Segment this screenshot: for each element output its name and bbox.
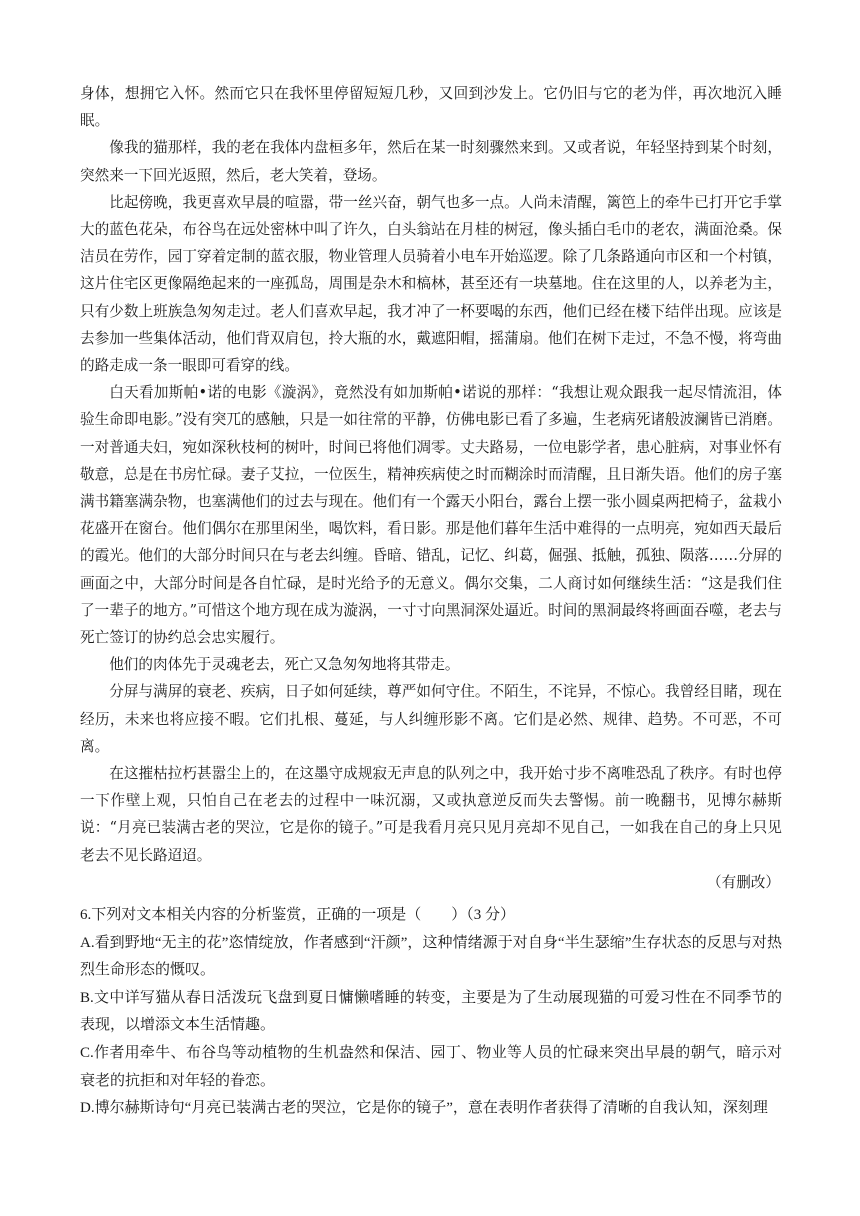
option-a: A.看到野地“无主的花”恣情绽放，作者感到“汗颜”，这种情绪源于对自身“半生瑟缩”生存状态的反思与对热烈生命形态的慨叹。 bbox=[80, 934, 782, 979]
essay-paragraph: 像我的猫那样，我的老在我体内盘桓多年，然后在某一时刻骤然来到。又或者说，年轻坚持到某个时刻，突然来一下回光返照，然后，老大笑着，登场。 bbox=[80, 139, 782, 184]
option-b: B.文中详写猫从春日活泼玩飞盘到夏日慵懒嗜睡的转变，主要是为了生动展现猫的可爱习性在不同季节的表现，以增添文本生活情趣。 bbox=[80, 989, 782, 1034]
essay-paragraph: 他们的肉体先于灵魂老去，死亡又急匆匆地将其带走。 bbox=[109, 656, 460, 674]
essay-text bbox=[80, 80, 782, 869]
source-note: （有删改） bbox=[707, 873, 780, 891]
essay-paragraph: 分屏与满屏的衰老、疾病，日子如何延续，尊严如何守住。不陌生，不诧异，不惊心。我曾经目睹，现在经历，未来也将应接不暇。它们扎根、蔓延，与人纠缠形影不离。它们是必然、规律、趋势。不可恶，不可离。 bbox=[80, 683, 782, 755]
essay-paragraph-continued: 身体，想拥它入怀。然而它只在我怀里停留短短几秒，又回到沙发上。它仍旧与它的老为伴，再次地沉入睡眠。 bbox=[80, 85, 782, 130]
essay-paragraph: 比起傍晚，我更喜欢早晨的喧嚣，带一丝兴奋，朝气也多一点。人尚未清醒，篱笆上的牵牛已打开它手掌大的蓝色花朵，布谷鸟在远处密林中叫了许久，白头翁站在月桂的树冠，像头插白毛巾的老农，满面沧桑。保洁员在劳作，园丁穿着定制的蓝衣服，物业管理人员骑着小电车开始巡逻。除了几条路通向市区和一个村镇，这片住宅区更像隔绝起来的一座孤岛，周围是杂木和槁林，甚至还有一块墓地。住在这里的人，以养老为主，只有少数上班族急匆匆走过。老人们喜欢早起，我才冲了一杯要喝的东西，他们已经在楼下结伴出现。应该是去参加一些集体活动，他们背双肩包，拎大瓶的水，戴遮阳帽，摇蒲扇。他们在树下走过，不急不慢，将弯曲的路走成一条一眼即可看穿的线。 bbox=[80, 193, 782, 375]
question-stem: 6.下列对文本相关内容的分析鉴赏，正确的一项是（ ）（3 分） bbox=[80, 907, 516, 924]
question-block bbox=[80, 902, 782, 1123]
option-c: C.作者用牵牛、布谷鸟等动植物的生机盎然和保洁、园丁、物业等人员的忙碌来突出早晨的朝气，暗示对衰老的抗拒和对年轻的眷恋。 bbox=[80, 1045, 782, 1089]
option-d: D.博尔赫斯诗句“月亮已装满古老的哭泣，它是你的镜子”，意在表明作者获得了清晰的自我认知，深刻理 bbox=[80, 1100, 768, 1117]
essay-paragraph: 在这摧枯拉朽甚嚣尘上的，在这墨守成规寂无声息的队列之中，我开始寸步不离唯恐乱了秩序。有时也停一下作壁上观，只怕自己在老去的过程中一味沉溺，又或执意逆反而失去警惕。前一晚翻书，见博尔赫斯说：“月亮已装满古老的哭泣，它是你的镜子。”可是我看月亮只见月亮却不见自己，一如我在自己的身上只见老去不见长路迢迢。 bbox=[80, 765, 782, 864]
essay-paragraph: 白天看加斯帕•诺的电影《漩涡》，竟然没有如加斯帕•诺说的那样：“我想让观众跟我一起尽情流泪，体验生命即电影。”没有突兀的感触，只是一如往常的平静，仿佛电影已看了多遍，生老病死诸般波澜皆已消磨。一对普通夫妇，宛如深秋枝柯的树叶，时间已将他们凋零。丈夫路易，一位电影学者，患心脏病，对事业怀有敬意，总是在书房忙碌。妻子艾拉，一位医生，精神疾病使之时而糊涂时而清醒，且日渐失语。他们的房子塞满书籍塞满杂物，也塞满他们的过去与现在。他们有一个露天小阳台，露台上摆一张小圆桌两把椅子，盆栽小花盛开在窗台。他们偶尔在那里闲坐，喝饮料，看日影。那是他们暮年生活中难得的一点明亮，宛如西天最后的霞光。他们的大部分时间只在与老去纠缠。昏暗、错乱，记忆、纠葛，倔强、抵触，孤独、陨落……分屏的画面之中，大部分时间是各自忙碌，是时光给予的无意义。偶尔交集，二人商讨如何继续生活：“这是我们住了一辈子的地方。”可惜这个地方现在成为漩涡，一寸寸向黑洞深处逼近。时间的黑洞最终将画面吞噬，老去与死亡签订的协约总会忠实履行。 bbox=[80, 384, 782, 647]
